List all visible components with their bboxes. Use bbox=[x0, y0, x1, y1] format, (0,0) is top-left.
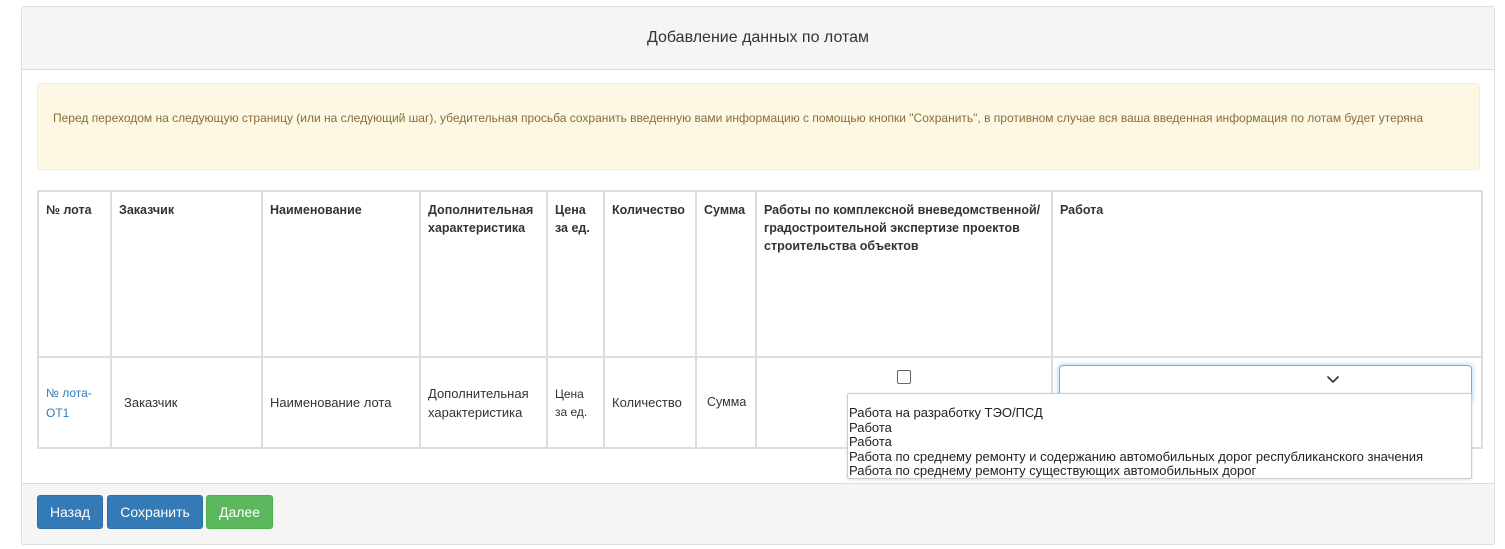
header-price: Цена за ед. bbox=[547, 191, 604, 357]
header-customer: Заказчик bbox=[111, 191, 262, 357]
save-button[interactable]: Сохранить bbox=[107, 495, 203, 529]
dropdown-option[interactable]: Работа bbox=[849, 434, 892, 449]
cell-name bbox=[262, 357, 420, 448]
lot-link[interactable]: № лота-ОТ1 bbox=[46, 385, 92, 420]
extra-value: Дополнительная характеристика bbox=[428, 385, 529, 420]
header-quantity: Количество bbox=[604, 191, 696, 357]
customer-value: Заказчик bbox=[124, 395, 178, 410]
cell-price bbox=[547, 357, 604, 448]
next-button[interactable]: Далее bbox=[206, 495, 273, 529]
dropdown-option[interactable]: Работа по среднему ремонту существующих автомобильных дорог bbox=[849, 463, 1257, 478]
dropdown-option[interactable]: Работа bbox=[849, 419, 892, 435]
page-title: Добавление данных по лотам bbox=[646, 29, 870, 46]
cell-lot-no bbox=[38, 357, 111, 448]
cell-customer bbox=[111, 357, 262, 448]
price-value: Цена за ед. bbox=[555, 386, 588, 419]
cell-extra bbox=[420, 357, 547, 448]
table-header-row bbox=[38, 191, 1482, 357]
warning-alert bbox=[37, 83, 1480, 170]
alert-text: Перед переходом на следующую страницу (или на следующий шаг), убедительная просьба сохранить введенную вами информацию с помощью кнопки "Сохранить", в противном случае вся ваша введенная информация по лотам будет утеряна bbox=[53, 111, 1424, 125]
header-extra: Дополнительная характеристика bbox=[420, 191, 547, 357]
name-value: Наименование лота bbox=[270, 395, 392, 410]
sum-value: Сумма bbox=[707, 395, 747, 409]
dropdown-option[interactable]: Работа на разработку ТЭО/ПСД bbox=[849, 405, 1043, 420]
header-lot-no: № лота bbox=[38, 191, 111, 357]
header-work: Работа bbox=[1052, 191, 1482, 357]
header-name: Наименование bbox=[262, 191, 420, 357]
back-button[interactable]: Назад bbox=[37, 495, 103, 529]
cell-sum bbox=[696, 357, 756, 448]
chevron-down-icon bbox=[1326, 373, 1340, 387]
panel-heading bbox=[22, 7, 1494, 70]
cell-quantity bbox=[604, 357, 696, 448]
work-dropdown-list bbox=[847, 393, 1472, 479]
header-expertise: Работы по комплексной вневедомственной/градостроительной экспертизе проектов строительства объектов bbox=[756, 191, 1052, 357]
header-sum: Сумма bbox=[696, 191, 756, 357]
expertise-checkbox[interactable] bbox=[897, 370, 911, 384]
panel-footer bbox=[22, 483, 1494, 544]
lots-panel bbox=[21, 6, 1495, 545]
dropdown-option[interactable]: Работа по среднему ремонту и содержанию автомобильных дорог республиканского значения bbox=[849, 448, 1424, 464]
quantity-value: Количество bbox=[612, 395, 682, 410]
